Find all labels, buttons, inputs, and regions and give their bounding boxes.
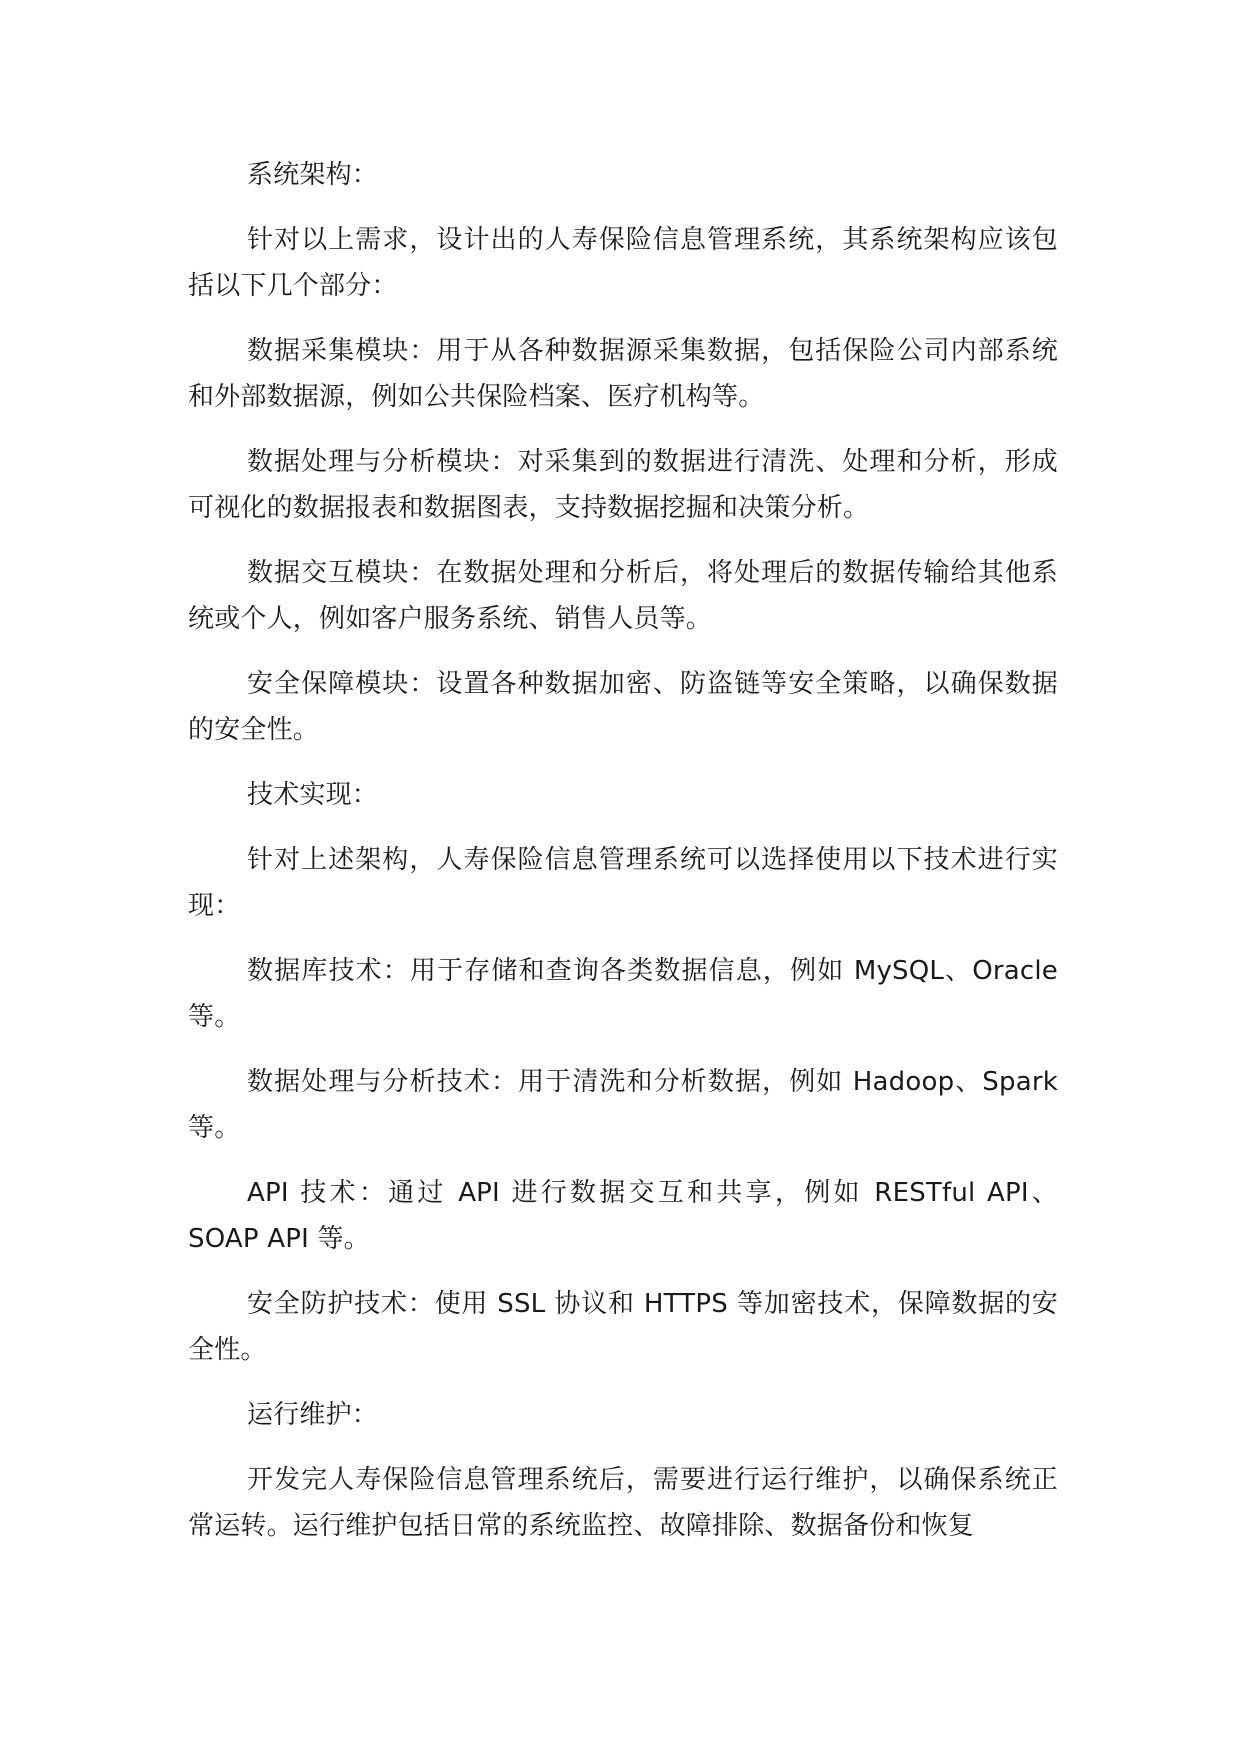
paragraph-data-processing-module: 数据处理与分析模块：对采集到的数据进行清洗、处理和分析，形成可视化的数据报表和数据图表，支持数据挖掘和决策分析。 [188,447,1058,523]
paragraph-database-technology: 数据库技术：用于存储和查询各类数据信息，例如 MySQL、Oracle 等。 [188,956,1058,1032]
paragraph-maintenance-intro: 开发完人寿保险信息管理系统后，需要进行运行维护，以确保系统正常运转。运行维护包括日常的系统监控、故障排除、数据备份和恢复 [188,1465,1058,1541]
document-body [188,152,1058,1568]
paragraph-architecture-intro: 针对以上需求，设计出的人寿保险信息管理系统，其系统架构应该包括以下几个部分： [188,225,1058,301]
paragraph-analytics-technology: 数据处理与分析技术：用于清洗和分析数据，例如 Hadoop、Spark 等。 [188,1067,1058,1143]
paragraph-technology-intro: 针对上述架构，人寿保险信息管理系统可以选择使用以下技术进行实现： [188,845,1058,921]
heading-system-architecture: 系统架构： [247,160,379,190]
heading-operations-maintenance: 运行维护： [247,1400,379,1430]
paragraph-data-interaction-module: 数据交互模块：在数据处理和分析后，将处理后的数据传输给其他系统或个人，例如客户服务系统、销售人员等。 [188,558,1058,634]
paragraph-security-technology: 安全防护技术：使用 SSL 协议和 HTTPS 等加密技术，保障数据的安全性。 [188,1289,1058,1365]
paragraph-data-collection-module: 数据采集模块：用于从各种数据源采集数据，包括保险公司内部系统和外部数据源，例如公共保险档案、医疗机构等。 [188,336,1058,412]
heading-technical-implementation: 技术实现： [247,780,379,810]
paragraph-security-module: 安全保障模块：设置各种数据加密、防盗链等安全策略，以确保数据的安全性。 [188,669,1058,745]
paragraph-api-technology: API 技术：通过 API 进行数据交互和共享，例如 RESTful API、SOAP API 等。 [188,1178,1058,1254]
